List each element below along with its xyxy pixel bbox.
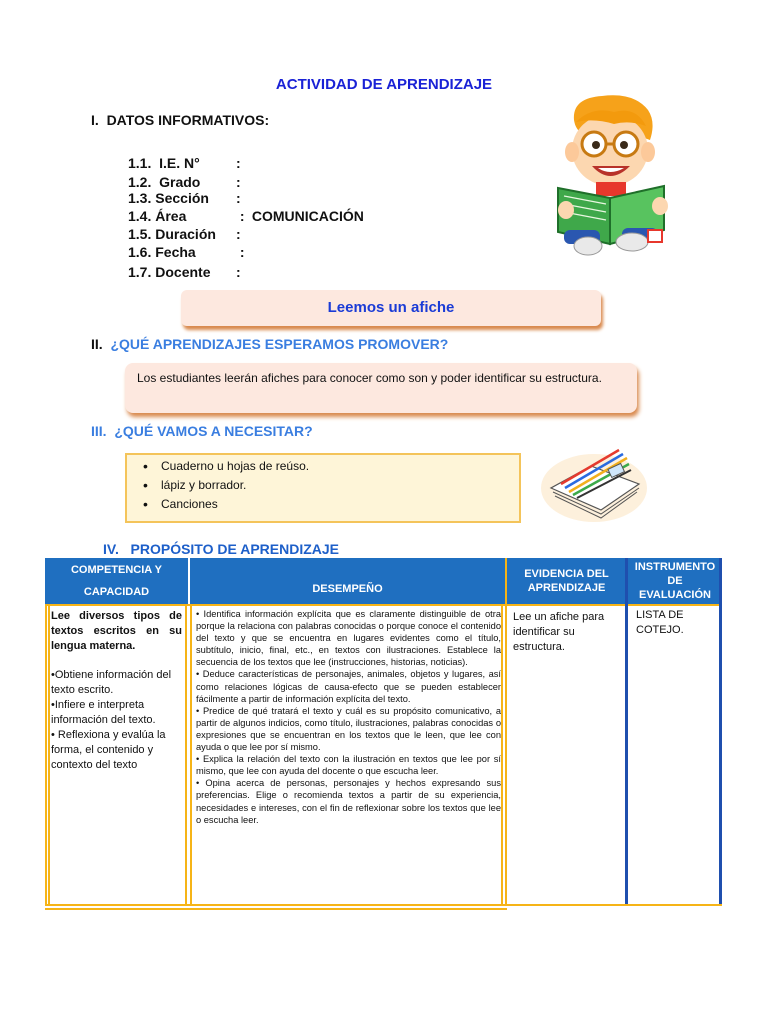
info-row-fecha: 1.6. Fecha : [128, 244, 245, 260]
header-competencia-line2: CAPACIDAD [83, 586, 150, 598]
table-divider [501, 604, 503, 904]
section-number: II. [91, 336, 103, 352]
section-proposito-heading [103, 541, 339, 557]
instrumento-text: LISTA DE COTEJO. [636, 609, 684, 636]
info-row-grado: 1.2. Grado : [128, 174, 241, 190]
info-row-docente: 1.7. Docente : [128, 264, 241, 280]
section-title: PROPÓSITO DE APRENDIZAJE [130, 541, 339, 557]
materials-box [125, 453, 521, 523]
notebook-pencils-illustration [541, 440, 647, 524]
header-competencia [45, 558, 188, 604]
table-border-left-inner [48, 604, 50, 904]
info-label: 1.3. Sección [128, 190, 209, 206]
boy-reading-illustration [552, 92, 676, 258]
list-item: • Cuaderno u hojas de reúso. [161, 457, 519, 476]
lesson-title-banner: Leemos un afiche [181, 290, 601, 326]
section-datos-heading [91, 112, 269, 128]
cell-evidencia: Lee un afiche para identificar su estructura. [513, 611, 605, 653]
info-label: 1.6. Fecha [128, 244, 196, 260]
table-border-top [45, 604, 722, 606]
info-row-seccion: 1.3. Sección : [128, 190, 241, 206]
section-aprendizajes-heading [91, 336, 448, 352]
section-necesitar-heading [91, 423, 313, 439]
section-title: ¿QUÉ APRENDIZAJES ESPERAMOS PROMOVER? [110, 336, 449, 352]
desempeno-item: • Predice de qué tratará el texto y cuál es su propósito comunicativo, a partir de algunos indicios, como título, ilustraciones, palabras conocidas o expresiones que se encuentran en los textos que le leen, que lee con ayuda o que lee por sí mismo. [196, 705, 501, 753]
desempeno-item: • Deduce características de personajes, animales, objetos y lugares, así como relaciones lógicas de causa-efecto que se pueden establecer fácilmente a partir de información explícita del texto. [196, 669, 501, 704]
competencia-item: •Obtiene información del texto escrito. [51, 669, 172, 696]
table-border-bottom-outer [45, 908, 507, 910]
table-divider [505, 558, 507, 906]
section-number: I. [91, 112, 99, 128]
section-title: ¿QUÉ VAMOS A NECESITAR? [114, 423, 313, 439]
info-label: 1.1. I.E. N° [128, 155, 200, 171]
competencia-title: Lee diversos tipos de textos escritos en su lengua materna. [51, 610, 182, 652]
table-border-right [719, 558, 722, 904]
aprendizajes-box: Los estudiantes leerán afiches para conocer como son y poder identificar su estructura. [125, 363, 637, 413]
competencia-item: •Infiere e interpreta información del texto. [51, 699, 156, 726]
section-number: III. [91, 423, 107, 439]
materials-list [127, 457, 519, 514]
table-divider-blue [625, 558, 628, 904]
section-title: DATOS INFORMATIVOS: [106, 112, 270, 128]
cell-competencia [45, 606, 188, 776]
header-competencia-line1: COMPETENCIA Y [70, 564, 163, 576]
desempeno-item: • Explica la relación del texto con la ilustración en textos que lee por sí mismo, que lee con ayuda del docente o que escucha leer. [196, 754, 501, 777]
info-value: COMUNICACIÓN [251, 208, 364, 224]
cell-desempeno [192, 606, 505, 828]
info-label: 1.7. Docente [128, 264, 211, 280]
info-label: 1.5. Duración [128, 226, 216, 242]
desempeno-item: • Identifica información explícita que es claramente distinguible de otra porque la relaciona con palabras conocidas o porque conoce el contenido del texto y que se encuentra en lugares evidentes como el título, subtítulo, inicio, final, etc., en textos con ilustraciones. Establece la secuencia de los textos que lee (instrucciones, historias, noticias). [196, 609, 501, 668]
info-label: 1.4. Área [128, 208, 187, 224]
table-divider [190, 604, 192, 904]
cell-instrumento [630, 606, 722, 640]
competencia-item: • Reflexiona y evalúa la forma, el contenido y contexto del texto [51, 729, 166, 771]
list-item: • Canciones [161, 495, 519, 514]
info-row-duracion: 1.5. Duración : [128, 226, 241, 242]
proposito-table [45, 558, 722, 908]
list-item: • lápiz y borrador. [161, 476, 519, 495]
info-label: 1.2. Grado [128, 174, 201, 190]
page-title: ACTIVIDAD DE APRENDIZAJE [275, 76, 493, 93]
header-evidencia: EVIDENCIA DEL APRENDIZAJE [507, 558, 626, 604]
table-border-left [45, 604, 47, 906]
table-divider [185, 604, 187, 904]
table-border-bottom [45, 904, 722, 906]
desempeno-item: • Opina acerca de personas, personajes y hechos expresando sus preferencias. Elige o recomienda textos a partir de su experiencia, necesidades e intereses, con el fin de reflexionar sobre los textos que lee o escucha leer. [196, 778, 501, 825]
section-number: IV. [103, 541, 119, 557]
info-row-area: 1.4. Área : COMUNICACIÓN [128, 208, 364, 224]
header-desempeno: DESEMPEÑO [190, 558, 505, 604]
info-row-ie: 1.1. I.E. N° : [128, 155, 241, 171]
header-instrumento: INSTRUMENTO DE EVALUACIÓN [628, 558, 722, 604]
